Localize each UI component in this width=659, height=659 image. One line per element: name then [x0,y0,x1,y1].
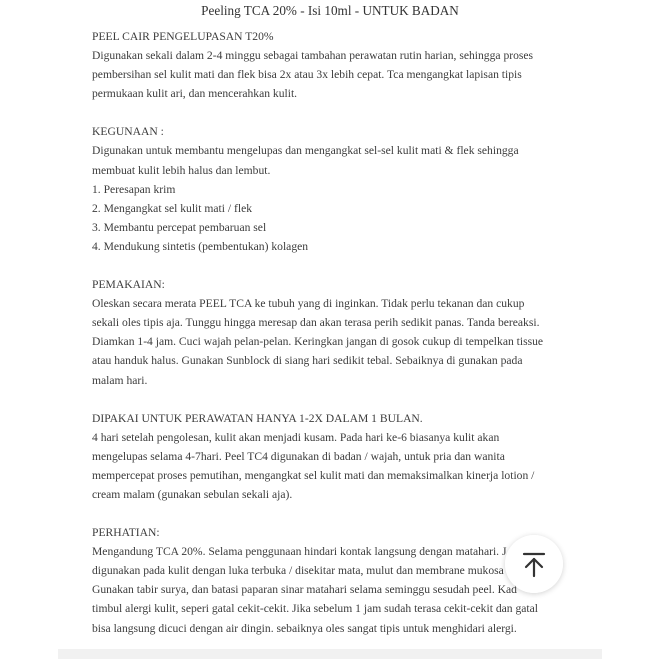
text-line: cream malam (gunakan sebulan sekali aja). [92,487,293,501]
text-line: 1. Peresapan krim [92,182,176,196]
text-line: Gunakan tabir surya, dan batasi paparan sinar matahari selama seminggu sesudah peel. Kad [92,583,517,597]
text-line: 4. Mendukung sintetis (pembentukan) kolagen [92,239,309,253]
text-line: PEEL CAIR PENGELUPASAN T20% [92,30,274,43]
paragraph-gap [92,390,572,409]
text-line: Diamkan 1-4 jam. Cuci wajah pelan-pelan. Keringkan jangan di gosok cukup di tempelkan tissue [92,335,544,349]
scroll-to-top-button[interactable] [505,535,563,593]
text-line: PEMAKAIAN: [92,278,165,292]
text-line: digunakan pada kulit dengan luka terbuka / disekitar mata, mulut dan membrane mukosa [92,564,504,578]
text-line: Digunakan untuk membantu mengelupas dan mengangkat sel-sel kulit mati & flek sehingga [92,144,519,158]
text-line: Mengandung TCA 20%. Selama penggunaan hindari kontak langsung dengan matahari. J [92,545,507,559]
text-line: 4 hari setelah pengolesan, kulit akan menjadi kusam. Pada hari ke-6 biasanya kulit akan [92,430,500,444]
text-line: mempercepat proses pemutihan, mengangkat sel kulit mati dan memaksimalkan kinerja lotion / [92,468,535,482]
text-line: Digunakan sekali dalam 2-4 minggu sebagai tambahan perawatan rutin harian, sehingga proses [92,49,534,63]
text-line: malam hari. [92,373,148,387]
text-line: mengelupas selama 4-7hari. Peel TC4 digunakan di badan / wajah, untuk pria dan wanita [92,449,505,463]
text-line: 3. Membantu percepat pembaruan sel [92,220,267,234]
paragraph-gap [92,504,572,523]
arrow-up-to-top-icon [519,549,549,579]
text-line: Oleskan secara merata PEEL TCA ke tubuh yang di inginkan. Tidak perlu tekanan dan cukup [92,297,525,311]
page-title: Peeling TCA 20% - Isi 10ml - UNTUK BADAN [201,3,459,18]
text-line: DIPAKAI UNTUK PERAWATAN HANYA 1-2X DALAM 1 BULAN. [92,411,423,425]
description-body [92,27,572,638]
text-line: sekali oles tipis aja. Tunggu hingga meresap dan akan terasa perih sedikit panas. Tanda bereaksi. [92,316,540,330]
paragraph-gap [92,256,572,275]
text-line: KEGUNAAN : [92,125,164,139]
text-line: PERHATIAN: [92,526,160,540]
text-line: pembersihan sel kulit mati dan flek bisa 2x atau 3x lebih cepat. Tca mengangkat lapisan tipis [92,68,522,82]
paragraph-gap [92,103,572,122]
text-line: permukaan kulit ari, dan mencerahkan kulit. [92,87,298,101]
text-line: atau handuk halus. Gunakan Sunblock di siang hari sedikit tebal. Sebaiknya di gunakan pada [92,354,523,368]
text-line: timbul alergi kulit, seperi gatal cekit-cekit. Jika sebelum 1 jam sudah terasa cekit-cekit dan gatal [92,602,538,616]
text-line: membuat kulit lebih halus dan lembut. [92,163,271,177]
footer-strip [58,649,602,659]
text-line: 2. Mengangkat sel kulit mati / flek [92,201,253,215]
text-line: bisa langsung dicuci dengan air dingin. sebaiknya oles sangat tipis untuk menghidari alergi. [92,621,517,635]
